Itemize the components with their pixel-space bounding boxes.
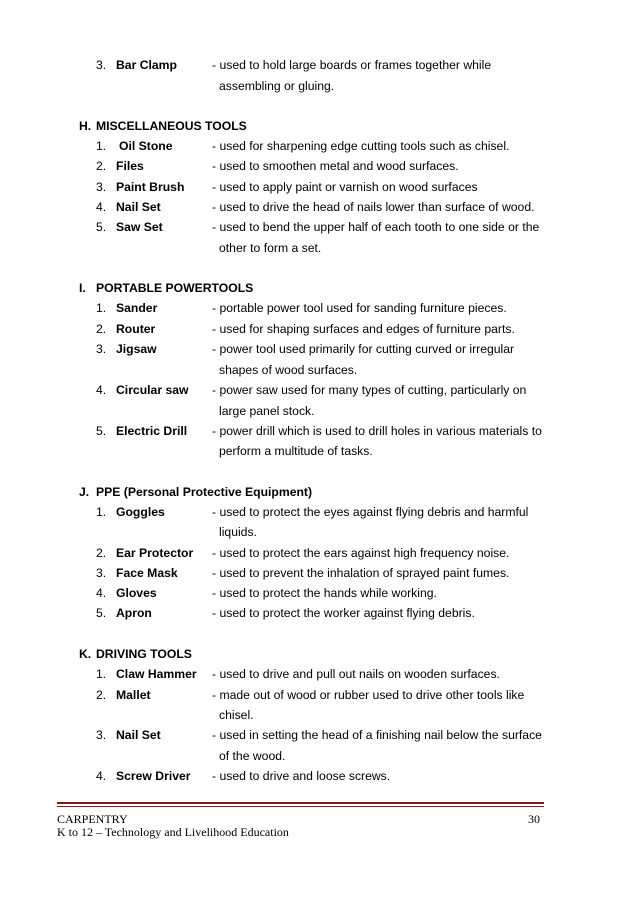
item-description: - used to protect the worker against flying debris. bbox=[212, 606, 475, 620]
item-description: - used to protect the hands while working. bbox=[212, 586, 437, 600]
item-description-cont: perform a multitude of tasks. bbox=[219, 444, 373, 458]
item-number: 2. bbox=[96, 546, 107, 560]
item-name: Ear Protector bbox=[116, 546, 194, 560]
item-description: - power tool used primarily for cutting curved or irregular bbox=[212, 342, 515, 356]
item-description: - used in setting the head of a finishing nail below the surface bbox=[212, 728, 542, 742]
item-name: Oil Stone bbox=[119, 139, 173, 153]
item-number: 5. bbox=[96, 424, 107, 438]
item-name: Gloves bbox=[116, 586, 157, 600]
section-title: PPE (Personal Protective Equipment) bbox=[96, 485, 313, 499]
item-description: - power drill which is used to drill holes in various materials to bbox=[212, 424, 542, 438]
item-name: Apron bbox=[116, 606, 152, 620]
item-number: 3. bbox=[96, 180, 107, 194]
item-description-cont: shapes of wood surfaces. bbox=[219, 363, 358, 377]
item-number: 4. bbox=[96, 200, 107, 214]
item-number: 4. bbox=[96, 769, 107, 783]
section-title: MISCELLANEOUS TOOLS bbox=[96, 119, 247, 133]
item-name: Goggles bbox=[116, 505, 165, 519]
item-name: Router bbox=[116, 322, 156, 336]
item-name: Nail Set bbox=[116, 728, 161, 742]
item-number: 4. bbox=[96, 383, 107, 397]
item-description: - used to protect the ears against high frequency noise. bbox=[212, 546, 510, 560]
item-description: - used to drive and loose screws. bbox=[212, 769, 391, 783]
item-number: 5. bbox=[96, 220, 107, 234]
item-description: - used for shaping surfaces and edges of furniture parts. bbox=[212, 322, 515, 336]
item-number: 1. bbox=[96, 139, 107, 153]
item-name: Screw Driver bbox=[116, 769, 191, 783]
item-name: Paint Brush bbox=[116, 180, 185, 194]
footer-subject: CARPENTRY bbox=[57, 812, 128, 826]
item-number: 3. bbox=[96, 342, 107, 356]
section-letter: H. bbox=[79, 119, 92, 133]
item-description-cont: liquids. bbox=[219, 525, 257, 539]
item-name: Saw Set bbox=[116, 220, 163, 234]
item-description: - used to hold large boards or frames together while bbox=[212, 58, 492, 72]
item-description-cont: assembling or gluing. bbox=[219, 79, 335, 93]
item-name: Jigsaw bbox=[116, 342, 157, 356]
section-letter: I. bbox=[79, 281, 86, 295]
item-name: Mallet bbox=[116, 688, 151, 702]
footer-rule-thin bbox=[57, 806, 544, 807]
item-number: 4. bbox=[96, 586, 107, 600]
item-name: Face Mask bbox=[116, 566, 178, 580]
footer-program: K to 12 – Technology and Livelihood Education bbox=[57, 825, 289, 839]
item-description: - used to smoothen metal and wood surfaces. bbox=[212, 159, 459, 173]
item-number: 5. bbox=[96, 606, 107, 620]
item-name: Circular saw bbox=[116, 383, 189, 397]
item-description-cont: large panel stock. bbox=[219, 404, 315, 418]
item-name: Nail Set bbox=[116, 200, 161, 214]
item-number: 2. bbox=[96, 688, 107, 702]
item-number: 2. bbox=[96, 159, 107, 173]
item-description: - made out of wood or rubber used to drive other tools like bbox=[212, 688, 525, 702]
section-title: PORTABLE POWERTOOLS bbox=[96, 281, 254, 295]
item-name: Bar Clamp bbox=[116, 58, 177, 72]
item-description: - used for sharpening edge cutting tools such as chisel. bbox=[212, 139, 510, 153]
item-description: - used to prevent the inhalation of sprayed paint fumes. bbox=[212, 566, 510, 580]
item-name: Files bbox=[116, 159, 144, 173]
item-number: 3. bbox=[96, 728, 107, 742]
item-description: - used to drive and pull out nails on wooden surfaces. bbox=[212, 667, 500, 681]
item-description-cont: of the wood. bbox=[219, 749, 286, 763]
item-description: - used to bend the upper half of each tooth to one side or the bbox=[212, 220, 540, 234]
section-letter: J. bbox=[79, 485, 90, 499]
item-number: 2. bbox=[96, 322, 107, 336]
item-description-cont: chisel. bbox=[219, 708, 254, 722]
item-name: Sander bbox=[116, 301, 158, 315]
item-description: - used to apply paint or varnish on wood surfaces bbox=[212, 180, 478, 194]
item-description: - used to protect the eyes against flying debris and harmful bbox=[212, 505, 529, 519]
item-number: 1. bbox=[96, 667, 107, 681]
item-description: - power saw used for many types of cutting, particularly on bbox=[212, 383, 527, 397]
page-number: 30 bbox=[528, 812, 540, 826]
footer-rule-thick bbox=[57, 802, 544, 804]
section-title: DRIVING TOOLS bbox=[96, 647, 192, 661]
item-number: 1. bbox=[96, 301, 107, 315]
item-number: 3. bbox=[96, 58, 107, 72]
item-name: Claw Hammer bbox=[116, 667, 197, 681]
item-description-cont: other to form a set. bbox=[219, 241, 322, 255]
item-description: - portable power tool used for sanding furniture pieces. bbox=[212, 301, 507, 315]
item-number: 3. bbox=[96, 566, 107, 580]
item-description: - used to drive the head of nails lower than surface of wood. bbox=[212, 200, 535, 214]
item-number: 1. bbox=[96, 505, 107, 519]
section-letter: K. bbox=[79, 647, 92, 661]
item-name: Electric Drill bbox=[116, 424, 188, 438]
